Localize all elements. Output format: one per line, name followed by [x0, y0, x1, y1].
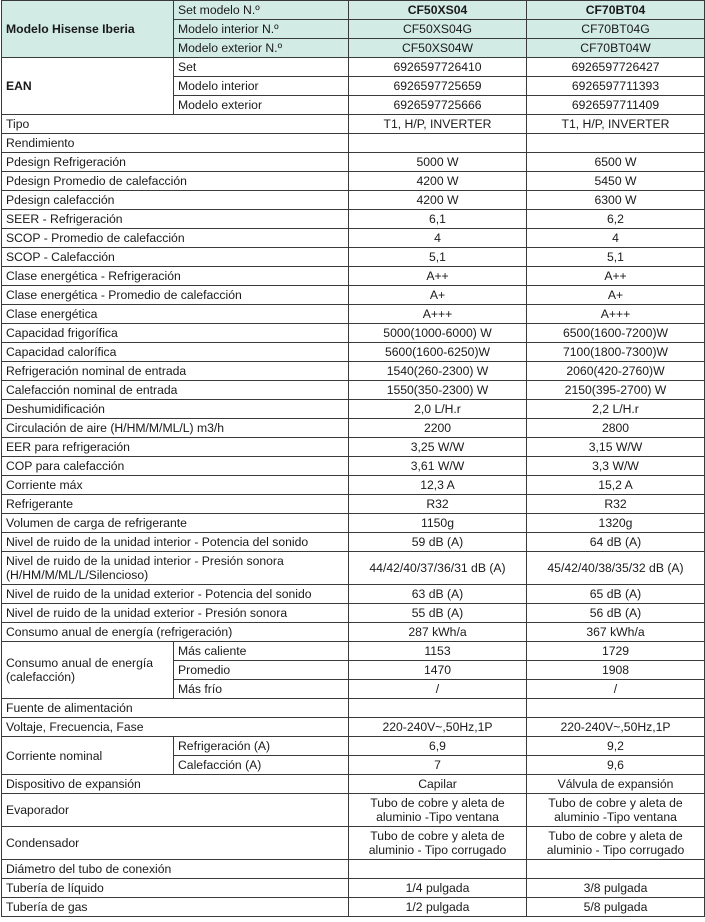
spec-row [2, 419, 705, 438]
spec-value-col1: 4200 W [349, 191, 527, 210]
spec-value-col2: Tubo de cobre y aleta de aluminio -Tipo ventana [527, 794, 705, 827]
spec-row-voltage [2, 718, 705, 737]
spec-value-col2: 5,1 [527, 248, 705, 267]
spec-label: SCOP - Calefacción [2, 248, 349, 267]
spec-value-col2: 15,2 A [527, 476, 705, 495]
spec-value-col2: 2,2 L/H.r [527, 400, 705, 419]
spec-label: Fuente de alimentación [2, 699, 349, 718]
spec-label: Refrigeración nominal de entrada [2, 362, 349, 381]
spec-value-col2 [527, 134, 705, 153]
spec-row [2, 248, 705, 267]
spec-value-col2: 2150(395-2700) W [527, 381, 705, 400]
spec-row [2, 495, 705, 514]
indoor-model-col1: CF50XS04G [349, 20, 527, 39]
spec-label: COP para calefacción [2, 457, 349, 476]
spec-value-col1: 4200 W [349, 172, 527, 191]
spec-value-col1 [349, 860, 527, 879]
spec-row-heating-consumption-hot [2, 642, 705, 661]
spec-label: Voltaje, Frecuencia, Fase [2, 718, 349, 737]
spec-row [2, 623, 705, 642]
spec-label: Tubería de líquido [2, 879, 349, 898]
ean-set-label: Set [174, 58, 349, 77]
ean-indoor-col1: 6926597725659 [349, 77, 527, 96]
spec-table [1, 0, 705, 917]
spec-row [2, 400, 705, 419]
spec-value-col1: / [349, 680, 527, 699]
spec-value-col1: Tubo de cobre y aleta de aluminio -Tipo ventana [349, 794, 527, 827]
spec-value-col2: 64 dB (A) [527, 533, 705, 552]
spec-row [2, 229, 705, 248]
ean-outdoor-col2: 6926597711409 [527, 96, 705, 115]
spec-row [2, 533, 705, 552]
sub-label: Más frío [174, 680, 349, 699]
spec-value-col1 [349, 699, 527, 718]
spec-value-col1: 4 [349, 229, 527, 248]
spec-value-col2: R32 [527, 495, 705, 514]
spec-value-col2: 3,15 W/W [527, 438, 705, 457]
spec-value-col1: 3,61 W/W [349, 457, 527, 476]
spec-label: Pdesign Refrigeración [2, 153, 349, 172]
ean-label: EAN [2, 58, 174, 115]
set-model-label: Set modelo N.º [174, 1, 349, 20]
spec-row [2, 381, 705, 400]
spec-label: Tubería de gas [2, 898, 349, 917]
spec-value-col2: A++ [527, 267, 705, 286]
spec-value-col1: A++ [349, 267, 527, 286]
spec-label: Consumo anual de energía (refrigeración) [2, 623, 349, 642]
spec-row [2, 210, 705, 229]
spec-value-col2: A+++ [527, 305, 705, 324]
spec-label: Calefacción nominal de entrada [2, 381, 349, 400]
spec-label: Pdesign calefacción [2, 191, 349, 210]
ean-outdoor-label: Modelo exterior [174, 96, 349, 115]
spec-value-col2: 2800 [527, 419, 705, 438]
spec-row-power-supply [2, 699, 705, 718]
spec-label: Corriente máx [2, 476, 349, 495]
indoor-model-col2: CF70BT04G [527, 20, 705, 39]
spec-value-col1: 1150g [349, 514, 527, 533]
spec-value-col2: 220-240V~,50Hz,1P [527, 718, 705, 737]
spec-row [2, 343, 705, 362]
spec-label: Condensador [2, 827, 349, 860]
spec-value-col2: 6300 W [527, 191, 705, 210]
spec-value-col1: 287 kWh/a [349, 623, 527, 642]
nominal-current-label: Corriente nominal [2, 737, 174, 775]
spec-label: Deshumidificación [2, 400, 349, 419]
spec-row-condenser [2, 827, 705, 860]
spec-value-col2: 9,2 [527, 737, 705, 756]
spec-value-col1: 3,25 W/W [349, 438, 527, 457]
spec-value-col2: 6500 W [527, 153, 705, 172]
spec-value-col1: Tubo de cobre y aleta de aluminio - Tipo corrugado [349, 827, 527, 860]
spec-value-col2: 4 [527, 229, 705, 248]
spec-value-col1: 1540(260-2300) W [349, 362, 527, 381]
spec-value-col2: 367 kWh/a [527, 623, 705, 642]
spec-value-col1: 5000(1000-6000) W [349, 324, 527, 343]
spec-value-col2: 5450 W [527, 172, 705, 191]
spec-value-col2 [527, 860, 705, 879]
spec-row-noise-pressure-indoor [2, 552, 705, 585]
spec-value-col1: 2,0 L/H.r [349, 400, 527, 419]
spec-value-col1: 44/42/40/37/36/31 dB (A) [349, 552, 527, 585]
spec-row [2, 267, 705, 286]
spec-label: SCOP - Promedio de calefacción [2, 229, 349, 248]
spec-label: Rendimiento [2, 134, 349, 153]
spec-row [2, 172, 705, 191]
ean-row-set [2, 58, 705, 77]
spec-value-col2: 1729 [527, 642, 705, 661]
spec-value-col2: 1908 [527, 661, 705, 680]
spec-row [2, 324, 705, 343]
spec-label: Tipo [2, 115, 349, 134]
spec-row-evaporator [2, 794, 705, 827]
spec-value-col1: 55 dB (A) [349, 604, 527, 623]
outdoor-model-col2: CF70BT04W [527, 39, 705, 58]
spec-label: Pdesign Promedio de calefacción [2, 172, 349, 191]
spec-label: Clase energética - Promedio de calefacción [2, 286, 349, 305]
spec-value-col1: 5600(1600-6250)W [349, 343, 527, 362]
spec-value-col2: A+ [527, 286, 705, 305]
spec-value-col2: 56 dB (A) [527, 604, 705, 623]
spec-row-liquid-pipe [2, 879, 705, 898]
outdoor-model-col1: CF50XS04W [349, 39, 527, 58]
spec-row [2, 457, 705, 476]
spec-row [2, 514, 705, 533]
spec-label: Clase energética - Refrigeración [2, 267, 349, 286]
spec-label: Circulación de aire (H/HM/M/ML/L) m3/h [2, 419, 349, 438]
spec-value-col2: Tubo de cobre y aleta de aluminio - Tipo corrugado [527, 827, 705, 860]
spec-value-col1 [349, 134, 527, 153]
spec-value-col2: 3/8 pulgada [527, 879, 705, 898]
spec-value-col2: 9,6 [527, 756, 705, 775]
spec-label: SEER - Refrigeración [2, 210, 349, 229]
indoor-model-label: Modelo interior N.º [174, 20, 349, 39]
spec-label: Capacidad calorífica [2, 343, 349, 362]
spec-value-col1: 6,9 [349, 737, 527, 756]
spec-rows [2, 115, 705, 552]
spec-value-col1: 5000 W [349, 153, 527, 172]
spec-value-col1: 5,1 [349, 248, 527, 267]
spec-row-pipe-diameter [2, 860, 705, 879]
spec-label: Capacidad frigorífica [2, 324, 349, 343]
spec-value-col2: 65 dB (A) [527, 585, 705, 604]
spec-label: Refrigerante [2, 495, 349, 514]
ean-indoor-col2: 6926597711393 [527, 77, 705, 96]
spec-row [2, 438, 705, 457]
spec-value-col1: 59 dB (A) [349, 533, 527, 552]
ean-set-col2: 6926597726427 [527, 58, 705, 77]
spec-rows-2 [2, 585, 705, 642]
spec-row-gas-pipe [2, 898, 705, 917]
spec-value-col1: 1153 [349, 642, 527, 661]
spec-label: Volumen de carga de refrigerante [2, 514, 349, 533]
heating-consumption-label: Consumo anual de energía (calefacción) [2, 642, 174, 699]
spec-row [2, 115, 705, 134]
ean-outdoor-col1: 6926597725666 [349, 96, 527, 115]
spec-label: Diámetro del tubo de conexión [2, 860, 349, 879]
spec-label: Dispositivo de expansión [2, 775, 349, 794]
spec-label: Nivel de ruido de la unidad exterior - Presión sonora [2, 604, 349, 623]
model-label: Modelo Hisense Iberia [2, 1, 174, 58]
spec-value-col1: A+ [349, 286, 527, 305]
spec-value-col2: 6,2 [527, 210, 705, 229]
spec-row [2, 286, 705, 305]
spec-value-col2: 1320g [527, 514, 705, 533]
spec-value-col1: 63 dB (A) [349, 585, 527, 604]
spec-row-expansion [2, 775, 705, 794]
spec-label: Nivel de ruido de la unidad exterior - Potencia del sonido [2, 585, 349, 604]
header-row-set-model [2, 1, 705, 20]
spec-row [2, 585, 705, 604]
sub-label: Promedio [174, 661, 349, 680]
spec-value-col2: 2060(420-2760)W [527, 362, 705, 381]
spec-value-col1: A+++ [349, 305, 527, 324]
spec-value-col2: 45/42/40/38/35/32 dB (A) [527, 552, 705, 585]
spec-row [2, 134, 705, 153]
spec-row [2, 305, 705, 324]
set-model-col2: CF70BT04 [527, 1, 705, 20]
sub-label: Más caliente [174, 642, 349, 661]
spec-label: Clase energética [2, 305, 349, 324]
outdoor-model-label: Modelo exterior N.º [174, 39, 349, 58]
spec-row [2, 153, 705, 172]
spec-label: EER para refrigeración [2, 438, 349, 457]
spec-value-col1: T1, H/P, INVERTER [349, 115, 527, 134]
spec-value-col2: T1, H/P, INVERTER [527, 115, 705, 134]
spec-row [2, 362, 705, 381]
spec-row-nominal-current-cooling [2, 737, 705, 756]
spec-value-col1: Capilar [349, 775, 527, 794]
spec-value-col2: 3,3 W/W [527, 457, 705, 476]
spec-value-col2: 7100(1800-7300)W [527, 343, 705, 362]
spec-value-col1: 7 [349, 756, 527, 775]
ean-set-col1: 6926597726410 [349, 58, 527, 77]
spec-value-col2: 5/8 pulgada [527, 898, 705, 917]
spec-row [2, 191, 705, 210]
spec-value-col2: Válvula de expansión [527, 775, 705, 794]
sub-label: Calefacción (A) [174, 756, 349, 775]
spec-value-col1: R32 [349, 495, 527, 514]
sub-label: Refrigeración (A) [174, 737, 349, 756]
spec-value-col2 [527, 699, 705, 718]
spec-row [2, 476, 705, 495]
spec-value-col2: 6500(1600-7200)W [527, 324, 705, 343]
spec-label: Nivel de ruido de la unidad interior - Potencia del sonido [2, 533, 349, 552]
spec-label: Evaporador [2, 794, 349, 827]
spec-value-col1: 220-240V~,50Hz,1P [349, 718, 527, 737]
spec-value-col2: / [527, 680, 705, 699]
spec-value-col1: 1/4 pulgada [349, 879, 527, 898]
spec-value-col1: 1550(350-2300) W [349, 381, 527, 400]
spec-value-col1: 1470 [349, 661, 527, 680]
spec-row [2, 604, 705, 623]
spec-value-col1: 1/2 pulgada [349, 898, 527, 917]
set-model-col1: CF50XS04 [349, 1, 527, 20]
spec-value-col1: 2200 [349, 419, 527, 438]
ean-indoor-label: Modelo interior [174, 77, 349, 96]
spec-label: Nivel de ruido de la unidad interior - Presión sonora (H/HM/M/ML/L/Silencioso) [2, 552, 349, 585]
spec-value-col1: 6,1 [349, 210, 527, 229]
spec-value-col1: 12,3 A [349, 476, 527, 495]
